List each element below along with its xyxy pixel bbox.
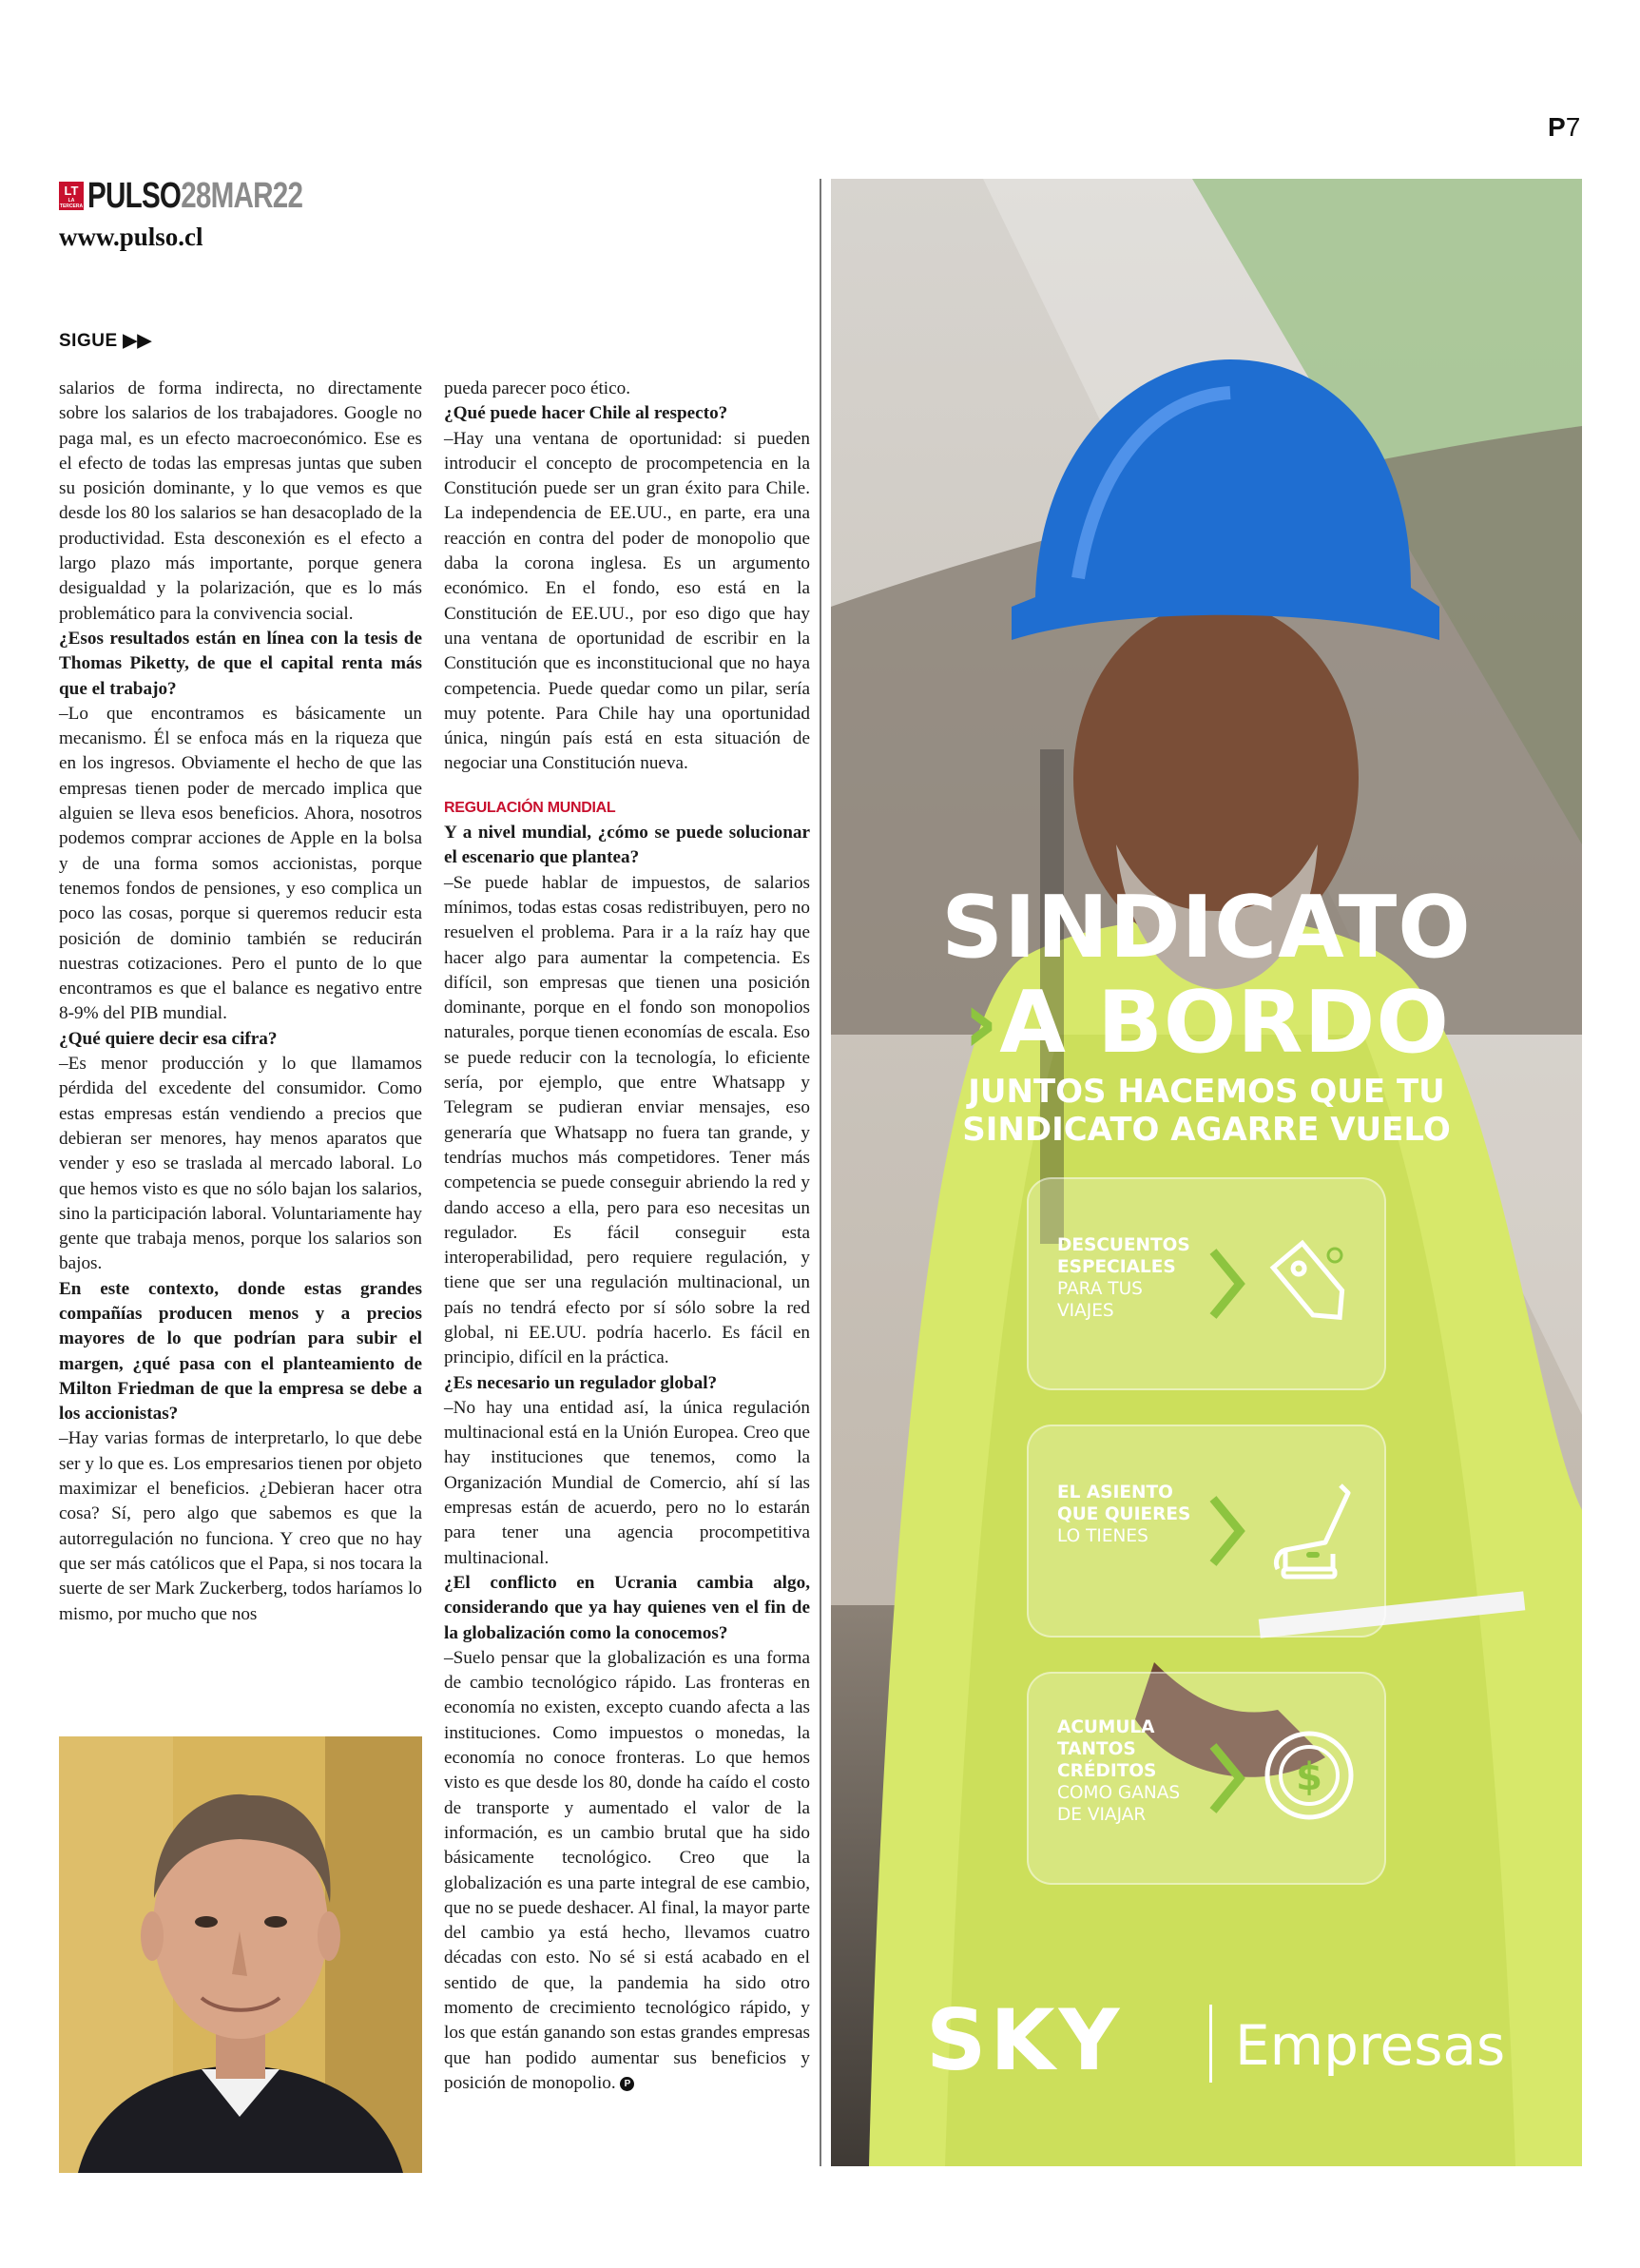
- interview-answer: –Se puede hablar de impuestos, de salarios mínimos, todas estas cosas redistribuyen, pero no resuelven el problema. Para ir a la raíz hay que hacer algo para aumentar la competencia. Es difícil, son empresas que tienen una posición dominante, porque en el fondo son monopolios naturales, porque tienen economías de escala. Eso se puede reducir con la tecnología, lo eficiente sería, por ejemplo, que entre Whatsapp y Telegram se pudieran enviar mensajes, eso generaría que Whatsapp no fuera tan grande, y tendrías muchos más competidores. Tener más competencia se puede conseguir abriendo la red y dando acceso a ella, pero para eso necesitas un regulador. Es fácil conseguir esta interoperabilidad, pero requiere regulación, y tiene que ser una regulación multinacional, un país no tendrá efecto por sí sólo sobre la red global, ni EE.UU. podría hacerlo. Es fácil en principio, difícil en la práctica.: [444, 872, 810, 1368]
- interview-question: Y a nivel mundial, ¿cómo se puede solucionar el escenario que plantea?: [444, 823, 810, 868]
- continued-label: SIGUE ▶▶: [59, 331, 152, 351]
- masthead-date: 28MAR22: [181, 175, 303, 216]
- masthead-title: PULSO28MAR22: [87, 175, 303, 216]
- page-number: P7: [1548, 112, 1581, 142]
- interviewee-photo: [59, 1736, 422, 2173]
- interview-answer: –Suelo pensar que la globalización es una forma de cambio tecnológico rápido. Las fronteras en economía no existen, excepto cuando afecta a las instituciones. Como impuestos o monedas, la economía no conoce fronteras. Lo que hemos visto es que desde los 80, donde ha caído el costo de transporte y aumentado el valor de la información, es un cambio brutal que ha sido básicamente tecnológico. Creo que la globalización es una parte integral de ese cambio, que no se puede deshacer. Al final, la mayor parte del cambio ya está hecho, llevamos cuatro décadas con esto. No sé si está acabado en el sentido de que, la pandemia ha sido otro momento de crecimiento tecnológico rápido, y los que están ganando son estas grandes empresas que han podido aumentar sus beneficios y posición de monopolio. P: [444, 1647, 810, 2093]
- interview-answer: –No hay una entidad así, la única regulación multinacional está en la Unión Europea. Creo que hay instituciones que tenemos, como la Organización Mundial de Comercio, ahí sí las empresas están de acuerdo, pero no lo estarán para tener una agencia procompetitiva multinacional.: [444, 1397, 810, 1568]
- interview-answer: –Hay varias formas de interpretarlo, lo que debe ser y lo que es. Los empresarios tienen por objeto maximizar el beneficios. ¿Debieran hacer otra cosa? Sí, pero algo que sabemos es que la autorregulación no funciona. Y creo que no hay que ser más católicos que el Papa, si nos tocara la suerte de ser Mark Zuckerberg, todos haríamos lo mismo, por mucho que nos: [59, 1428, 422, 1624]
- benefit-card-discounts[interactable]: [1027, 1177, 1386, 1390]
- sky-advertisement[interactable]: [831, 179, 1582, 2166]
- interview-question: ¿El conflicto en Ucrania cambia algo, considerando que ya hay quienes ven el fin de la globalización como la conocemos?: [444, 1572, 810, 1643]
- interview-answer: –Hay una ventana de oportunidad: si pueden introducir el concepto de procompetencia en la Constitución puede ser un gran éxito para Chile. La independencia de EE.UU., en parte, era una reacción en contra del poder de monopolio que daba la corona inglesa. Es un argumento económico. En el fondo, eso está en la Constitución de EE.UU., por eso digo que hay una ventana de oportunidad de escribir en la Constitución que es inconstitucional que no haya competencia. Puede quedar como un pilar, sería muy potente. Para Chile hay una oportunidad única, ningún país está en esta situación de negociar una Constitución nueva.: [444, 428, 810, 774]
- chevron-right-icon: ›: [963, 973, 1000, 1073]
- card-subtitle: DE VIAJAR: [1057, 1805, 1147, 1825]
- sky-empresas-logo: [831, 1986, 1582, 2100]
- card-subtitle: VIAJES: [1057, 1301, 1114, 1321]
- interview-question: En este contexto, donde estas grandes compañías producen menos y a precios mayores de lo que podrían para subir el margen, ¿qué pasa con el planteamiento de Milton Friedman de que la empresa se debe a los accionistas?: [59, 1278, 422, 1425]
- ad-tagline-line-1: JUNTOS HACEMOS QUE TU: [968, 1073, 1445, 1111]
- coin-dollar-icon: [1257, 1714, 1361, 1837]
- card-title: TANTOS: [1057, 1739, 1136, 1759]
- svg-text:$: $: [1296, 1755, 1322, 1799]
- card-subtitle: PARA TUS: [1057, 1279, 1143, 1299]
- card-title: QUE QUIERES: [1057, 1504, 1191, 1524]
- interview-question: ¿Es necesario un regulador global?: [444, 1372, 718, 1393]
- chevron-right-icon: [1209, 1742, 1247, 1814]
- interview-question: ¿Esos resultados están en línea con la tesis de Thomas Piketty, de que el capital renta más que el trabajo?: [59, 628, 422, 699]
- card-title: EL ASIENTO: [1057, 1483, 1173, 1502]
- section-subhead: REGULACIÓN MUNDIAL: [444, 799, 616, 816]
- chevron-right-icon: [1209, 1248, 1247, 1320]
- article-column-2: [444, 377, 810, 2096]
- ad-title-line-2: ›A BORDO: [963, 973, 1450, 1073]
- card-title: CRÉDITOS: [1057, 1761, 1157, 1781]
- tag-icon: [1257, 1219, 1361, 1343]
- interview-question: ¿Qué quiere decir esa cifra?: [59, 1028, 278, 1049]
- benefit-card-seat[interactable]: [1027, 1425, 1386, 1638]
- card-title: ESPECIALES: [1057, 1257, 1176, 1277]
- article-column-1: [59, 377, 422, 1627]
- interview-answer: –Es menor producción y lo que llamamos pérdida del excedente del consumidor. Como estas empresas están vendiendo a precios que debieran ser menores, hay menos aparatos que vender y eso se traslada al mercado laboral. Lo que hemos visto es que no sólo bajan los salarios, sino la participación laboral. Voluntariamente hay gente que trabaja menos, porque los salarios son bajos.: [59, 1054, 422, 1274]
- benefit-card-credits[interactable]: [1027, 1672, 1386, 1885]
- ad-tagline-line-2: SINDICATO AGARRE VUELO: [962, 1111, 1451, 1149]
- seat-icon: [1257, 1466, 1361, 1590]
- card-title: DESCUENTOS: [1057, 1235, 1190, 1255]
- interview-answer: pueda parecer poco ético.: [444, 378, 631, 398]
- card-subtitle: COMO GANAS: [1057, 1783, 1181, 1803]
- brand-suffix: Empresas: [1235, 2013, 1506, 2078]
- website-link[interactable]: www.pulso.cl: [59, 223, 203, 251]
- brand-name: SKY: [926, 1991, 1124, 2089]
- end-of-article-icon: P: [620, 2077, 634, 2091]
- ad-tagline: [831, 1073, 1582, 1149]
- ad-title-line-1: SINDICATO: [941, 878, 1472, 978]
- interview-answer: salarios de forma indirecta, no directamente sobre los salarios de los trabajadores. Google no paga mal, es un efecto macroeconómico. Ese es el efecto de todas las empresas juntas que suben su posición dominante, y lo que vemos es que desde los 80 los salarios se han desacoplado de la productividad. Esta desconexión es el efecto a largo plazo más importante, porque genera desigualdad y la polarización, que es lo más problemático para la convivencia social.: [59, 378, 422, 624]
- card-title: ACUMULA: [1057, 1717, 1155, 1737]
- column-divider: [820, 179, 821, 2166]
- lt-logo: LT LA TERCERA: [59, 184, 84, 209]
- portrait-illustration: [59, 1736, 422, 2173]
- masthead: [59, 177, 363, 215]
- card-subtitle: LO TIENES: [1057, 1526, 1148, 1546]
- chevron-right-icon: [1209, 1495, 1247, 1567]
- interview-question: ¿Qué puede hacer Chile al respecto?: [444, 403, 728, 424]
- interview-answer: –Lo que encontramos es básicamente un mecanismo. Él se enfoca más en la riqueza que en los ingresos. Obviamente el hecho de que las empresas tienen poder de mercado implica que alguien se lleva esos beneficios. Ahora, nosotros podemos comprar acciones de Apple en la bolsa y de una forma somos accionistas, porque tenemos fondos de pensiones, y eso complica un poco las cosas, porque si queremos reducir esta posición de dominio también se reducirán nuestras cotizaciones. Pero el punto de lo que encontramos es que el balance es negativo entre 8-9% del PIB mundial.: [59, 703, 422, 1024]
